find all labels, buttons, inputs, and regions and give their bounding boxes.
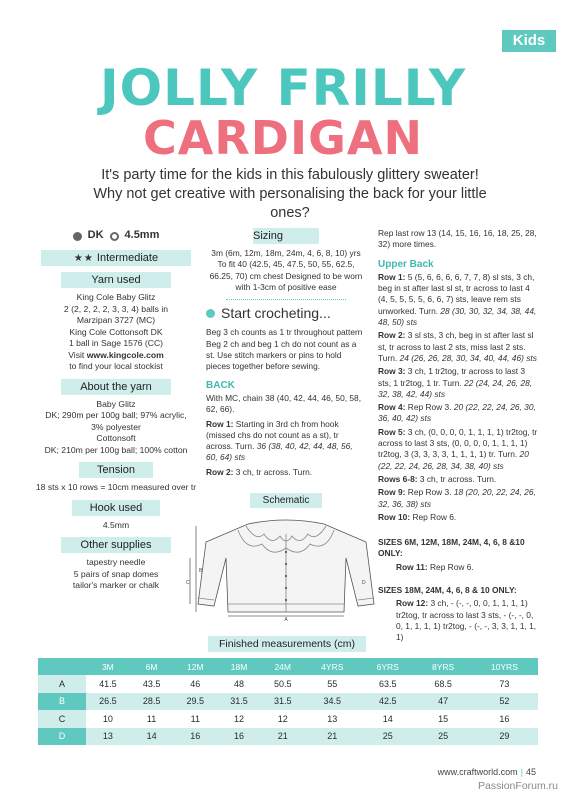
row-label: Row 4: [378, 402, 406, 413]
tension-heading: Tension [79, 462, 153, 478]
column-header: 12M [173, 658, 217, 675]
intro-text: It's party time for the kids in this fabulously glittery sweater! Why not get creative with personalising the back for your little ones? [93, 167, 487, 221]
schematic-letter-d: D [362, 580, 366, 586]
column-header: 4YRS [305, 658, 360, 675]
column-header: 8YRS [415, 658, 470, 675]
table-cell: 14 [130, 728, 174, 745]
table-body [38, 675, 538, 745]
about-yarn-heading: About the yarn [61, 379, 171, 395]
back-row-1 [206, 419, 366, 464]
row-text: Rep Row 3. [405, 402, 452, 413]
other-supplies-heading: Other supplies [61, 537, 171, 553]
yarn-used-heading: Yarn used [61, 272, 171, 288]
tension-text: 18 sts x 10 rows = 10cm measured over tr [35, 482, 197, 492]
table-row [38, 728, 538, 745]
table-cell: 43.5 [130, 675, 174, 692]
difficulty-bar [41, 250, 191, 266]
row-label: Row 1: [378, 271, 406, 282]
page-footer [438, 767, 536, 777]
yarn-line: King Cole Baby Glitz [76, 292, 156, 302]
rep-text: Rep last row 13 (14, 15, 16, 16, 18, 25, 28, 32) more times. [378, 228, 537, 250]
table-cell: 14 [360, 710, 415, 727]
measurements-table [38, 658, 538, 745]
row-label: Row 9: [378, 487, 406, 498]
table-cell: 16 [217, 728, 261, 745]
table-cell: 16 [173, 728, 217, 745]
row-label-cell: D [38, 728, 86, 745]
schematic-letter-a: A [284, 617, 288, 622]
yarn-ball-icon [73, 232, 82, 241]
title-line-1: JOLLY FRILLY [99, 59, 467, 117]
stockist-link[interactable]: www.kingcole.com [86, 349, 164, 360]
table-cell: 52 [471, 693, 538, 710]
row-counts: 22 (24, 24, 26, 28, 32, 38, 42, 44) sts [378, 377, 533, 399]
row-text: 3 sl sts, 3 ch, beg in st after last sl st, tr across to last 2 sts, miss last 2 sts. Turn. [378, 330, 534, 363]
table-row [38, 710, 538, 727]
row-text: Rep Row 6. [410, 511, 457, 522]
stockist-suffix: to find your local stockist [69, 361, 163, 371]
upper-row [378, 272, 538, 328]
row-label: Row 12: [396, 598, 429, 609]
watermark: PassionForum.ru [478, 780, 558, 792]
table-cell: 29.5 [173, 693, 217, 710]
start-paragraph: Beg 3 ch counts as 1 tr throughout pattern Beg 2 ch and beg 1 ch do not count as a st. Use stitch markers or pins to hold pieces together before sewing. [206, 327, 363, 372]
upper-row [378, 512, 538, 523]
column-header: 18M [217, 658, 261, 675]
page-number: 45 [525, 767, 536, 777]
about-line: DK; 210m per 100g ball; 100% cotton [44, 444, 188, 455]
start-heading-text: Start crocheting... [221, 305, 331, 322]
row-text: 3 ch, tr across. Turn. [233, 466, 313, 477]
right-column [378, 228, 538, 644]
back-row-2 [206, 467, 366, 478]
table-cell: 73 [471, 675, 538, 692]
back-heading: BACK [206, 379, 235, 391]
table-header-row [38, 658, 538, 675]
difficulty-level: Intermediate [96, 252, 159, 264]
upper-row [378, 402, 538, 425]
upper-row [378, 366, 538, 400]
row-label: Row 1: [206, 418, 234, 429]
bullet-icon [206, 309, 215, 318]
row-label-cell: A [38, 675, 86, 692]
stockist-line [30, 350, 202, 362]
upper-row [378, 427, 538, 472]
table-cell: 46 [173, 675, 217, 692]
title-line-2: CARDIGAN [143, 111, 423, 165]
dotted-divider [226, 299, 346, 300]
left-column [30, 228, 202, 592]
row-text: 3 ch, (0, 0, 0, 0, 1, 1, 1, 1) tr2tog, tr across to last 3 sts, (0, 0, 0, 0, 1, 1, 1, 1) tr2tog, 3 (3, 3, 3, 3, 1, 1, 1, 1) tr. Turn. [378, 426, 538, 460]
row-label: Row 2: [378, 330, 406, 341]
about-line: 3% polyester [91, 421, 141, 432]
table-cell: 47 [415, 693, 470, 710]
row-label: Row 5: [378, 426, 406, 437]
table-cell: 42.5 [360, 693, 415, 710]
table-cell: 21 [261, 728, 305, 745]
schematic-heading: Schematic [250, 493, 322, 508]
upper-row [378, 330, 538, 364]
table-cell: 41.5 [86, 675, 130, 692]
table-cell: 13 [305, 710, 360, 727]
table-cell: 13 [86, 728, 130, 745]
table-cell: 31.5 [217, 693, 261, 710]
row-counts: 18 (20, 20, 22, 24, 26, 32, 36, 38) sts [378, 487, 536, 509]
column-header: 6YRS [360, 658, 415, 675]
row-label: Row 10: [378, 511, 411, 522]
about-line: Cottonsoft [96, 433, 136, 443]
footer-separator: | [520, 767, 523, 777]
supply-line: 5 pairs of snap domes [73, 568, 159, 579]
row-text: Starting in 3rd ch from hook (missed chs do not count as a st), tr across. Turn. [206, 418, 339, 452]
middle-column [206, 228, 366, 481]
row-text: 5 (5, 6, 6, 6, 6, 7, 7, 8) sl sts, 3 ch, beg in st after last sl st, tr across to last 4 (4, 5, 5, 5, 5, 6, 6, 7) sts, leave rem sts unworked. Turn. [378, 271, 535, 316]
category-badge: Kids [502, 30, 556, 52]
supply-line: tapestry needle [86, 557, 146, 567]
schematic-letter-b: B [199, 568, 203, 574]
yarn-line: Marzipan 3727 (MC) [76, 315, 156, 325]
difficulty-stars: ★★ [73, 253, 94, 264]
table-cell: 68.5 [415, 675, 470, 692]
row-label: Row 11: [396, 561, 428, 572]
sizes-row-11 [378, 562, 538, 573]
table-cell: 63.5 [360, 675, 415, 692]
row-label-cell: B [38, 693, 86, 710]
spec-row [30, 228, 202, 244]
table-cell: 21 [305, 728, 360, 745]
table-cell: 12 [217, 710, 261, 727]
yarn-line: 1 ball in Sage 1576 (CC) [68, 338, 164, 348]
table-row [38, 675, 538, 692]
table-cell: 26.5 [86, 693, 130, 710]
hook-size: 4.5mm [124, 229, 160, 242]
table-cell: 25 [415, 728, 470, 745]
upper-row [378, 487, 538, 510]
schematic-letter-c: C [186, 580, 190, 586]
table-cell: 25 [360, 728, 415, 745]
sizes-row-12 [378, 598, 538, 643]
start-heading [206, 305, 366, 322]
table-cell: 15 [415, 710, 470, 727]
table-cell: 28.5 [130, 693, 174, 710]
table-cell: 12 [261, 710, 305, 727]
table-cell: 55 [305, 675, 360, 692]
row-label: Row 2: [206, 466, 234, 477]
table-cell: 31.5 [261, 693, 305, 710]
row-text: Rep Row 6. [427, 561, 474, 572]
visit-prefix: Visit [68, 349, 87, 360]
footer-site[interactable]: www.craftworld.com [437, 767, 518, 777]
sizing-heading: Sizing [253, 228, 319, 244]
yarn-weight: DK [87, 229, 104, 242]
row-counts: 24 (26, 26, 28, 30, 34, 40, 44, 46) sts [397, 352, 537, 363]
row-counts: 36 (38, 40, 42, 44, 48, 56, 60, 64) sts [206, 441, 353, 463]
table-cell: 11 [173, 710, 217, 727]
table-row [38, 693, 538, 710]
supply-line: tailor's marker or chalk [72, 580, 160, 590]
hook-icon [110, 232, 119, 241]
upper-row [378, 474, 538, 485]
sizes-heading-1: SIZES 6M, 12M, 18M, 24M, 4, 6, 8 &10 ONLY: [378, 537, 525, 559]
finished-heading: Finished measurements (cm) [208, 636, 366, 652]
row-label: Row 3: [378, 366, 406, 377]
sizes-heading-2: SIZES 18M, 24M, 4, 6, 8 & 10 ONLY: [378, 585, 517, 596]
about-line: DK; 290m per 100g ball; 97% acrylic, [45, 410, 187, 420]
column-header: 6M [130, 658, 174, 675]
table-cell: 48 [217, 675, 261, 692]
row-text: 3 ch, 1 tr2tog, tr across to last 3 sts, 1 tr2tog, 1 tr. Turn. [378, 366, 526, 388]
yarn-line: 2 (2, 2, 2, 2, 3, 3, 4) balls in [63, 303, 169, 314]
table-corner [38, 658, 86, 675]
column-header: 10YRS [471, 658, 538, 675]
upper-back-heading: Upper Back [378, 258, 434, 270]
upper-back-rows [378, 272, 538, 523]
row-label-cell: C [38, 710, 86, 727]
row-text: Rep Row 3. [405, 487, 452, 498]
column-header: 24M [261, 658, 305, 675]
table-cell: 11 [130, 710, 174, 727]
row-label: Rows 6-8: [378, 473, 418, 484]
row-counts: 20 (22, 22, 24, 26, 30, 36, 40, 42) sts [378, 402, 536, 424]
column-header: 3M [86, 658, 130, 675]
row-text: 3 ch, - (-, -, 0, 0, 1, 1, 1, 1) tr2tog, tr across to last 3 sts, - (-, -, 0, 0, 1, 1, 1, 1) tr2tog, - (-, -, 3, 3, 1, 1, 1, 1) [396, 598, 537, 643]
cardigan-schematic [186, 512, 386, 622]
row-counts: 20 (22, 22, 24, 26, 28, 34, 38, 40) sts [378, 449, 529, 471]
table-cell: 50.5 [261, 675, 305, 692]
row-counts: 28 (30, 30, 32, 34, 38, 44, 48, 50) sts [378, 305, 537, 328]
hook-used-heading: Hook used [72, 500, 160, 516]
hook-used-text: 4.5mm [102, 519, 130, 530]
back-intro: With MC, chain 38 (40, 42, 44, 46, 50, 58, 62, 66). [206, 392, 362, 415]
sizing-text: 3m (6m, 12m, 18m, 24m, 4, 6, 8, 10) yrs To fit 40 (42.5, 45, 47.5, 50, 55, 62.5, 66.25, 70) cm chest Designed to be worn with 1-3cm of positive ease [209, 248, 363, 292]
yarn-line: King Cole Cottonsoft DK [69, 326, 163, 337]
table-cell: 34.5 [305, 693, 360, 710]
table-cell: 29 [471, 728, 538, 745]
table-cell: 10 [86, 710, 130, 727]
row-text: 3 ch, tr across. Turn. [417, 473, 497, 484]
table-cell: 16 [471, 710, 538, 727]
about-line: Baby Glitz [96, 398, 136, 409]
